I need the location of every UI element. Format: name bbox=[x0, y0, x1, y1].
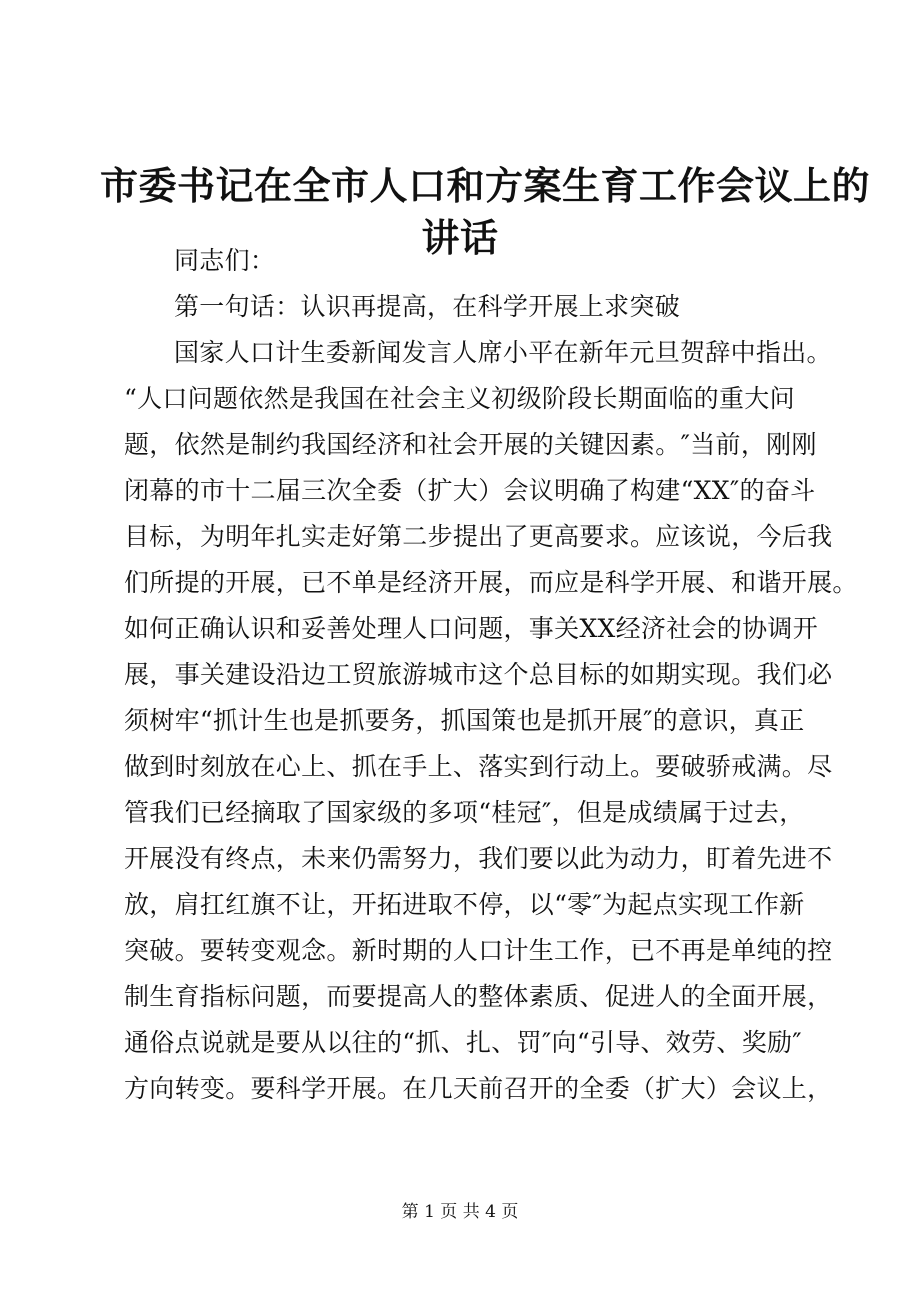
paragraph-line: 题，依然是制约我国经济和社会开展的关键因素。″当前，刚刚 bbox=[124, 430, 817, 459]
paragraph-line: 放，肩扛红旗不让，开拓进取不停，以“零″为起点实现工作新 bbox=[124, 890, 805, 919]
salutation: 同志们： bbox=[174, 246, 276, 275]
paragraph-line: 做到时刻放在心上、抓在手上、落实到行动上。要破骄戒满。尽 bbox=[124, 752, 833, 781]
paragraph-line: 方向转变。要科学开展。在几天前召开的全委（扩大）会议上， bbox=[124, 1074, 833, 1103]
page-number-label: 第 1 页 共 4 页 bbox=[401, 1202, 519, 1222]
paragraph-line: 们所提的开展，已不单是经济开展，而应是科学开展、和谐开展。 bbox=[124, 568, 858, 597]
section-heading: 第一句话：认识再提高，在科学开展上求突破 bbox=[174, 292, 681, 321]
title-line-1: 市委书记在全市人口和方案生育工作会议上的 bbox=[100, 163, 871, 208]
paragraph-line: 须树牢“抓计生也是抓要务，抓国策也是抓开展″的意识，真正 bbox=[124, 706, 805, 735]
document-body bbox=[124, 238, 858, 1112]
paragraph-line: 开展没有终点，未来仍需努力，我们要以此为动力，盯着先进不 bbox=[124, 844, 833, 873]
paragraph-line: 闭幕的市十二届三次全委（扩大）会议明确了构建“XX″的奋斗 bbox=[124, 476, 816, 505]
paragraph-line: 管我们已经摘取了国家级的多项“桂冠″，但是成绩属于过去， bbox=[124, 798, 805, 827]
page-footer bbox=[0, 1200, 920, 1224]
paragraph-line: 如何正确认识和妥善处理人口问题，事关XX经济社会的协调开 bbox=[124, 614, 818, 643]
paragraph-line: 突破。要转变观念。新时期的人口计生工作，已不再是单纯的控 bbox=[124, 936, 833, 965]
paragraph-line: 制生育指标问题，而要提高人的整体素质、促进人的全面开展， bbox=[124, 982, 833, 1011]
paragraph-line: 目标，为明年扎实走好第二步提出了更高要求。应该说，今后我 bbox=[124, 522, 833, 551]
paragraph-line: 通俗点说就是要从以往的“抓、扎、罚″向“引导、效劳、奖励″ bbox=[124, 1028, 802, 1057]
title-line-2: 讲话 bbox=[421, 215, 499, 260]
paragraph-line: 展，事关建设沿边工贸旅游城市这个总目标的如期实现。我们必 bbox=[124, 660, 833, 689]
paragraph-line: “人口问题依然是我国在社会主义初级阶段长期面临的重大问 bbox=[124, 384, 795, 413]
paragraph-line: 国家人口计生委新闻发言人席小平在新年元旦贺辞中指出。 bbox=[174, 338, 832, 367]
